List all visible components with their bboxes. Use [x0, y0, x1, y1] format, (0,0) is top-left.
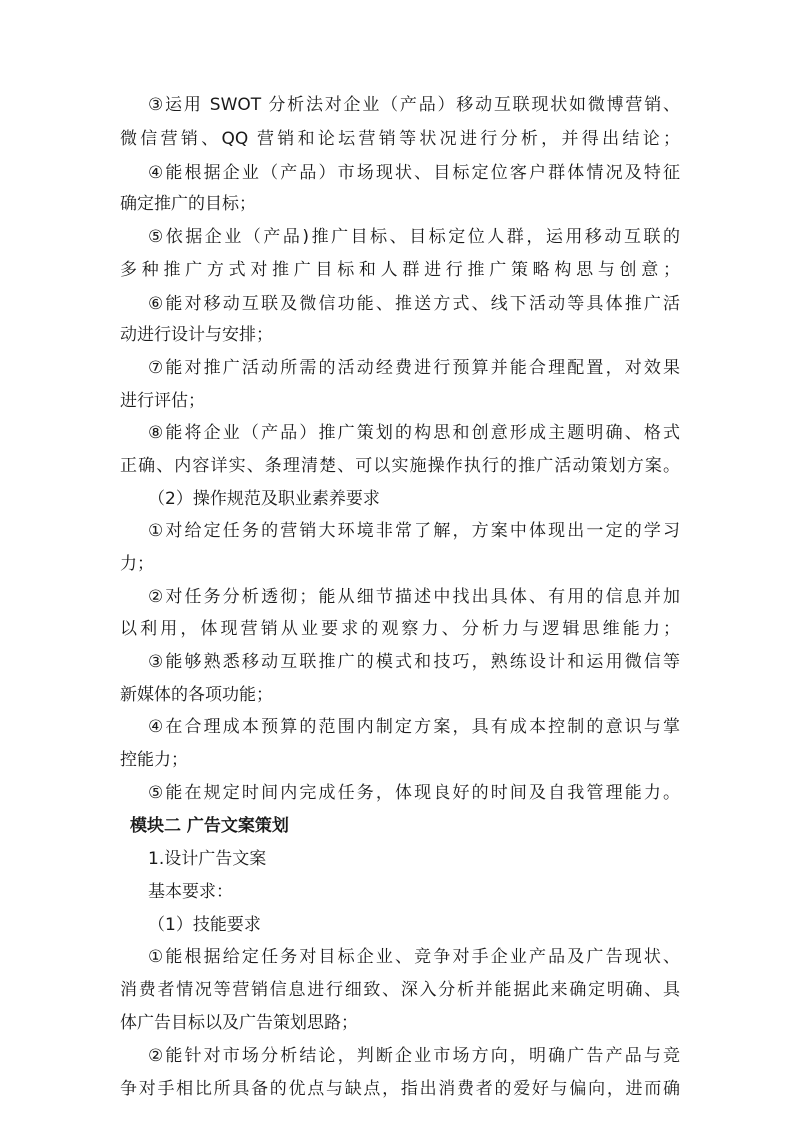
section-subheading: （1）技能要求	[148, 915, 261, 935]
text-line: ④在合理成本预算的范围内制定方案，具有成本控制的意识与掌	[148, 717, 680, 737]
text-line: ②对任务分析透彻；能从细节描述中找出具体、有用的信息并加	[148, 587, 680, 607]
section-subheading: （2）操作规范及职业素养要求	[148, 489, 380, 509]
text-line: ①能根据给定任务对目标企业、竞争对手企业产品及广告现状、	[148, 947, 680, 967]
text-line: ②能针对市场分析结论，判断企业市场方向，明确广告产品与竞	[148, 1046, 680, 1066]
text-line: 新媒体的各项功能；	[120, 685, 273, 705]
text-line: ⑧能将企业（产品）推广策划的构思和创意形成主题明确、格式	[148, 423, 680, 443]
text-line: 动进行设计与安排；	[120, 325, 273, 345]
section-title: 1.设计广告文案	[148, 849, 267, 869]
text-line: ⑤依据企业（产品)推广目标、目标定位人群，运用移动互联的	[148, 227, 680, 247]
text-line: 正确、内容详实、条理清楚、可以实施操作执行的推广活动策划方案。	[120, 456, 680, 476]
text-line: ③能够熟悉移动互联推广的模式和技巧，熟练设计和运用微信等	[148, 652, 680, 672]
text-line: 争对手相比所具备的优点与缺点，指出消费者的爱好与偏向，进而确	[120, 1079, 680, 1099]
text-line: 基本要求：	[148, 882, 233, 902]
text-line: ⑤能在规定时间内完成任务，体现良好的时间及自我管理能力。	[148, 783, 680, 803]
text-line: 控能力；	[120, 750, 188, 770]
text-line: 力；	[120, 554, 154, 574]
text-line: ⑦能对推广活动所需的活动经费进行预算并能合理配置，对效果	[148, 358, 680, 378]
module-heading: 模块二 广告文案策划	[130, 816, 289, 836]
text-line: 以利用，体现营销从业要求的观察力、分析力与逻辑思维能力；	[120, 619, 680, 639]
text-line: 多种推广方式对推广目标和人群进行推广策略构思与创意；	[120, 260, 680, 280]
text-line: 进行评估；	[120, 391, 205, 411]
text-line: 体广告目标以及广告策划思路；	[120, 1013, 358, 1033]
text-line: ④能根据企业（产品）市场现状、目标定位客户群体情况及特征	[148, 163, 680, 183]
text-line: ③运用 SWOT 分析法对企业（产品）移动互联现状如微博营销、	[148, 95, 680, 115]
text-line: 确定推广的目标；	[120, 194, 256, 214]
text-line: ①对给定任务的营销大环境非常了解，方案中体现出一定的学习	[148, 521, 680, 541]
text-line: 微信营销、QQ 营销和论坛营销等状况进行分析，并得出结论；	[120, 129, 680, 149]
text-line: ⑥能对移动互联及微信功能、推送方式、线下活动等具体推广活	[148, 294, 680, 314]
text-line: 消费者情况等营销信息进行细致、深入分析并能据此来确定明确、具	[120, 980, 680, 1000]
